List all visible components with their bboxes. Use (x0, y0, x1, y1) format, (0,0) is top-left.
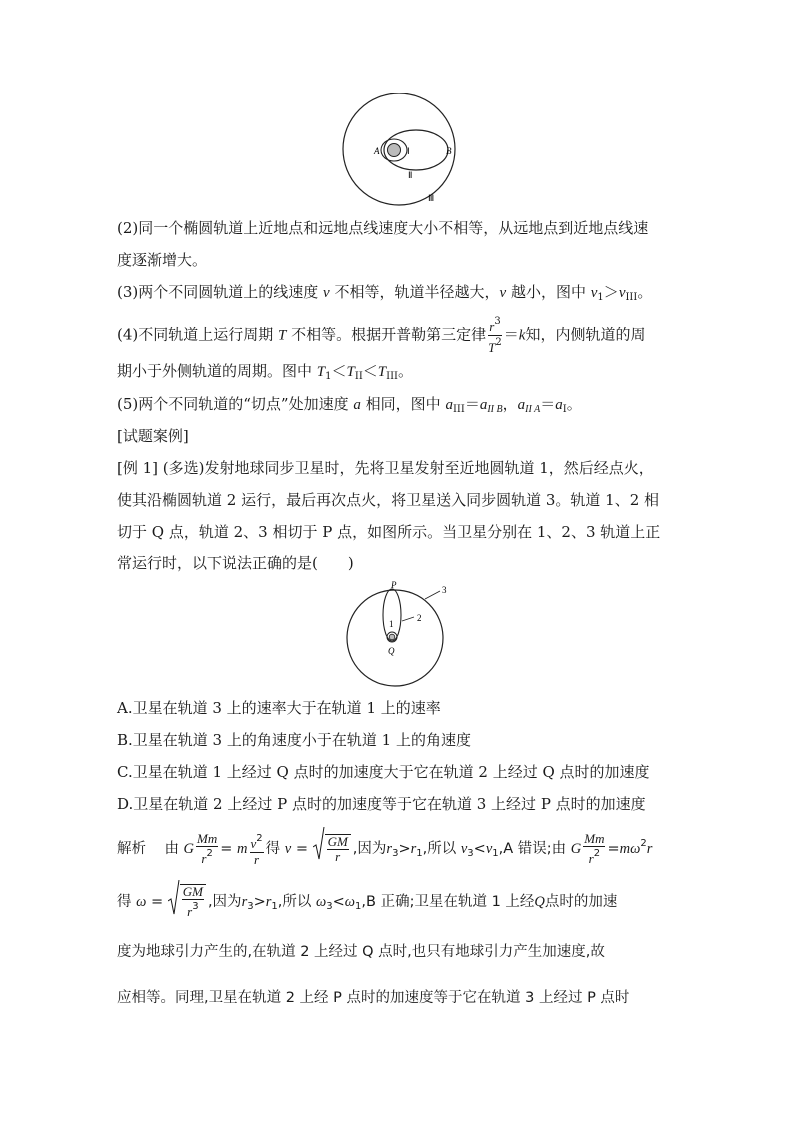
case-heading: [试题案例] (117, 427, 189, 445)
earth-icon (389, 634, 395, 640)
option-d: D.卫星在轨道 2 上经过 P 点时的加速度等于它在轨道 3 上经过 P 点时的加速度 (117, 795, 646, 813)
solution-line2: 得 ω = $\frac{GM}{r^3}$ ,因为$r_3>r_1$,所以 $\omega_3<\omega_1,B$ 正确;卫星在轨道 1 上经Q点时的加速 (117, 880, 617, 929)
label-orbit-1: 1 (389, 619, 394, 629)
example-line1: [例 1] (多选)发射地球同步卫星时，先将卫星发射至近地圆轨道 1，然后经点火， (117, 459, 654, 477)
example-line2: 使其沿椭圆轨道 2 运行，最后再次点火，将卫星送入同步圆轨道 3。轨道 1、2 相 (117, 491, 660, 509)
option-a: A.卫星在轨道 3 上的速率大于在轨道 1 上的速率 (117, 699, 441, 717)
example-line3: 切于 Q 点，轨道 2、3 相切于 P 点，如图所示。当卫星分别在 1、2、3 轨道上正 (117, 523, 661, 541)
solution-line4: 应相等。同理,卫星在轨道 2 上经 P 点时的加速度等于它在轨道 3 上经过 P 点时 (117, 990, 630, 1006)
earth-icon (388, 144, 401, 157)
option-b: B.卫星在轨道 3 上的角速度小于在轨道 1 上的角速度 (117, 731, 471, 749)
label-orbit-3: Ⅲ (428, 193, 435, 203)
label-a: A (374, 146, 380, 156)
orbit-2-ellipse (383, 589, 401, 641)
label-b: B (446, 146, 452, 156)
para-4-line1: (4)不同轨道上运行周期 T 不相等。根据开普勒第三定律 $\frac{r^3}{T^2}$ ＝k知，内侧轨道的周 (117, 316, 646, 355)
solution-line3: 度为地球引力产生的,在轨道 2 上经过 Q 点时,也只有地球引力产生加速度,故 (117, 944, 605, 960)
kepler-fraction: $\frac{r^3}{T^2}$ (488, 316, 502, 355)
label-orbit-1: Ⅰ (407, 146, 410, 156)
para-2-line1: (2)同一个椭圆轨道上近地点和远地点线速度大小不相等，从远地点到近地点线速 (117, 219, 649, 237)
label-orbit-2: 2 (417, 613, 422, 623)
para-2-line2: 度逐渐增大。 (117, 251, 208, 269)
option-c: C.卫星在轨道 1 上经过 Q 点时的加速度大于它在轨道 2 上经过 Q 点时的加速度 (117, 763, 650, 781)
label-q: Q (388, 646, 395, 656)
label-orbit-2: Ⅱ (408, 170, 413, 180)
solution-label: 解析 (117, 841, 146, 857)
para-3: (3)两个不同圆轨道上的线速度 v 不相等，轨道半径越大，v 越小，图中 $v_1>v_{III}$。 (117, 283, 653, 303)
label-p: P (391, 581, 397, 590)
example-line4: 常运行时，以下说法正确的是( ) (117, 554, 354, 572)
label-orbit-3: 3 (442, 585, 447, 595)
para-4-line2: 期小于外侧轨道的周期。图中 $T_1<T_{II}<T_{III}$。 (117, 362, 414, 382)
orbit-diagram-2 (340, 581, 460, 689)
orbit-diagram-1 (336, 93, 466, 208)
solution-line1: 解析 由 G $\frac{Mm}{r^2}$ = m $\frac{v^2}{r}$ 得 v = $\frac{GM}{r}$ ,因为$r_3>r_1$,所以 $v_3<v_1,A$ 错误;由 G $\frac{Mm}{r^2}$ $=m\omega^2r$ (117, 822, 652, 876)
para-5: (5)两个不同轨道的“切点”处加速度 a 相同，图中 $a_{III}=a_{II B}$，$a_{II A}=a_I$。 (117, 395, 582, 415)
